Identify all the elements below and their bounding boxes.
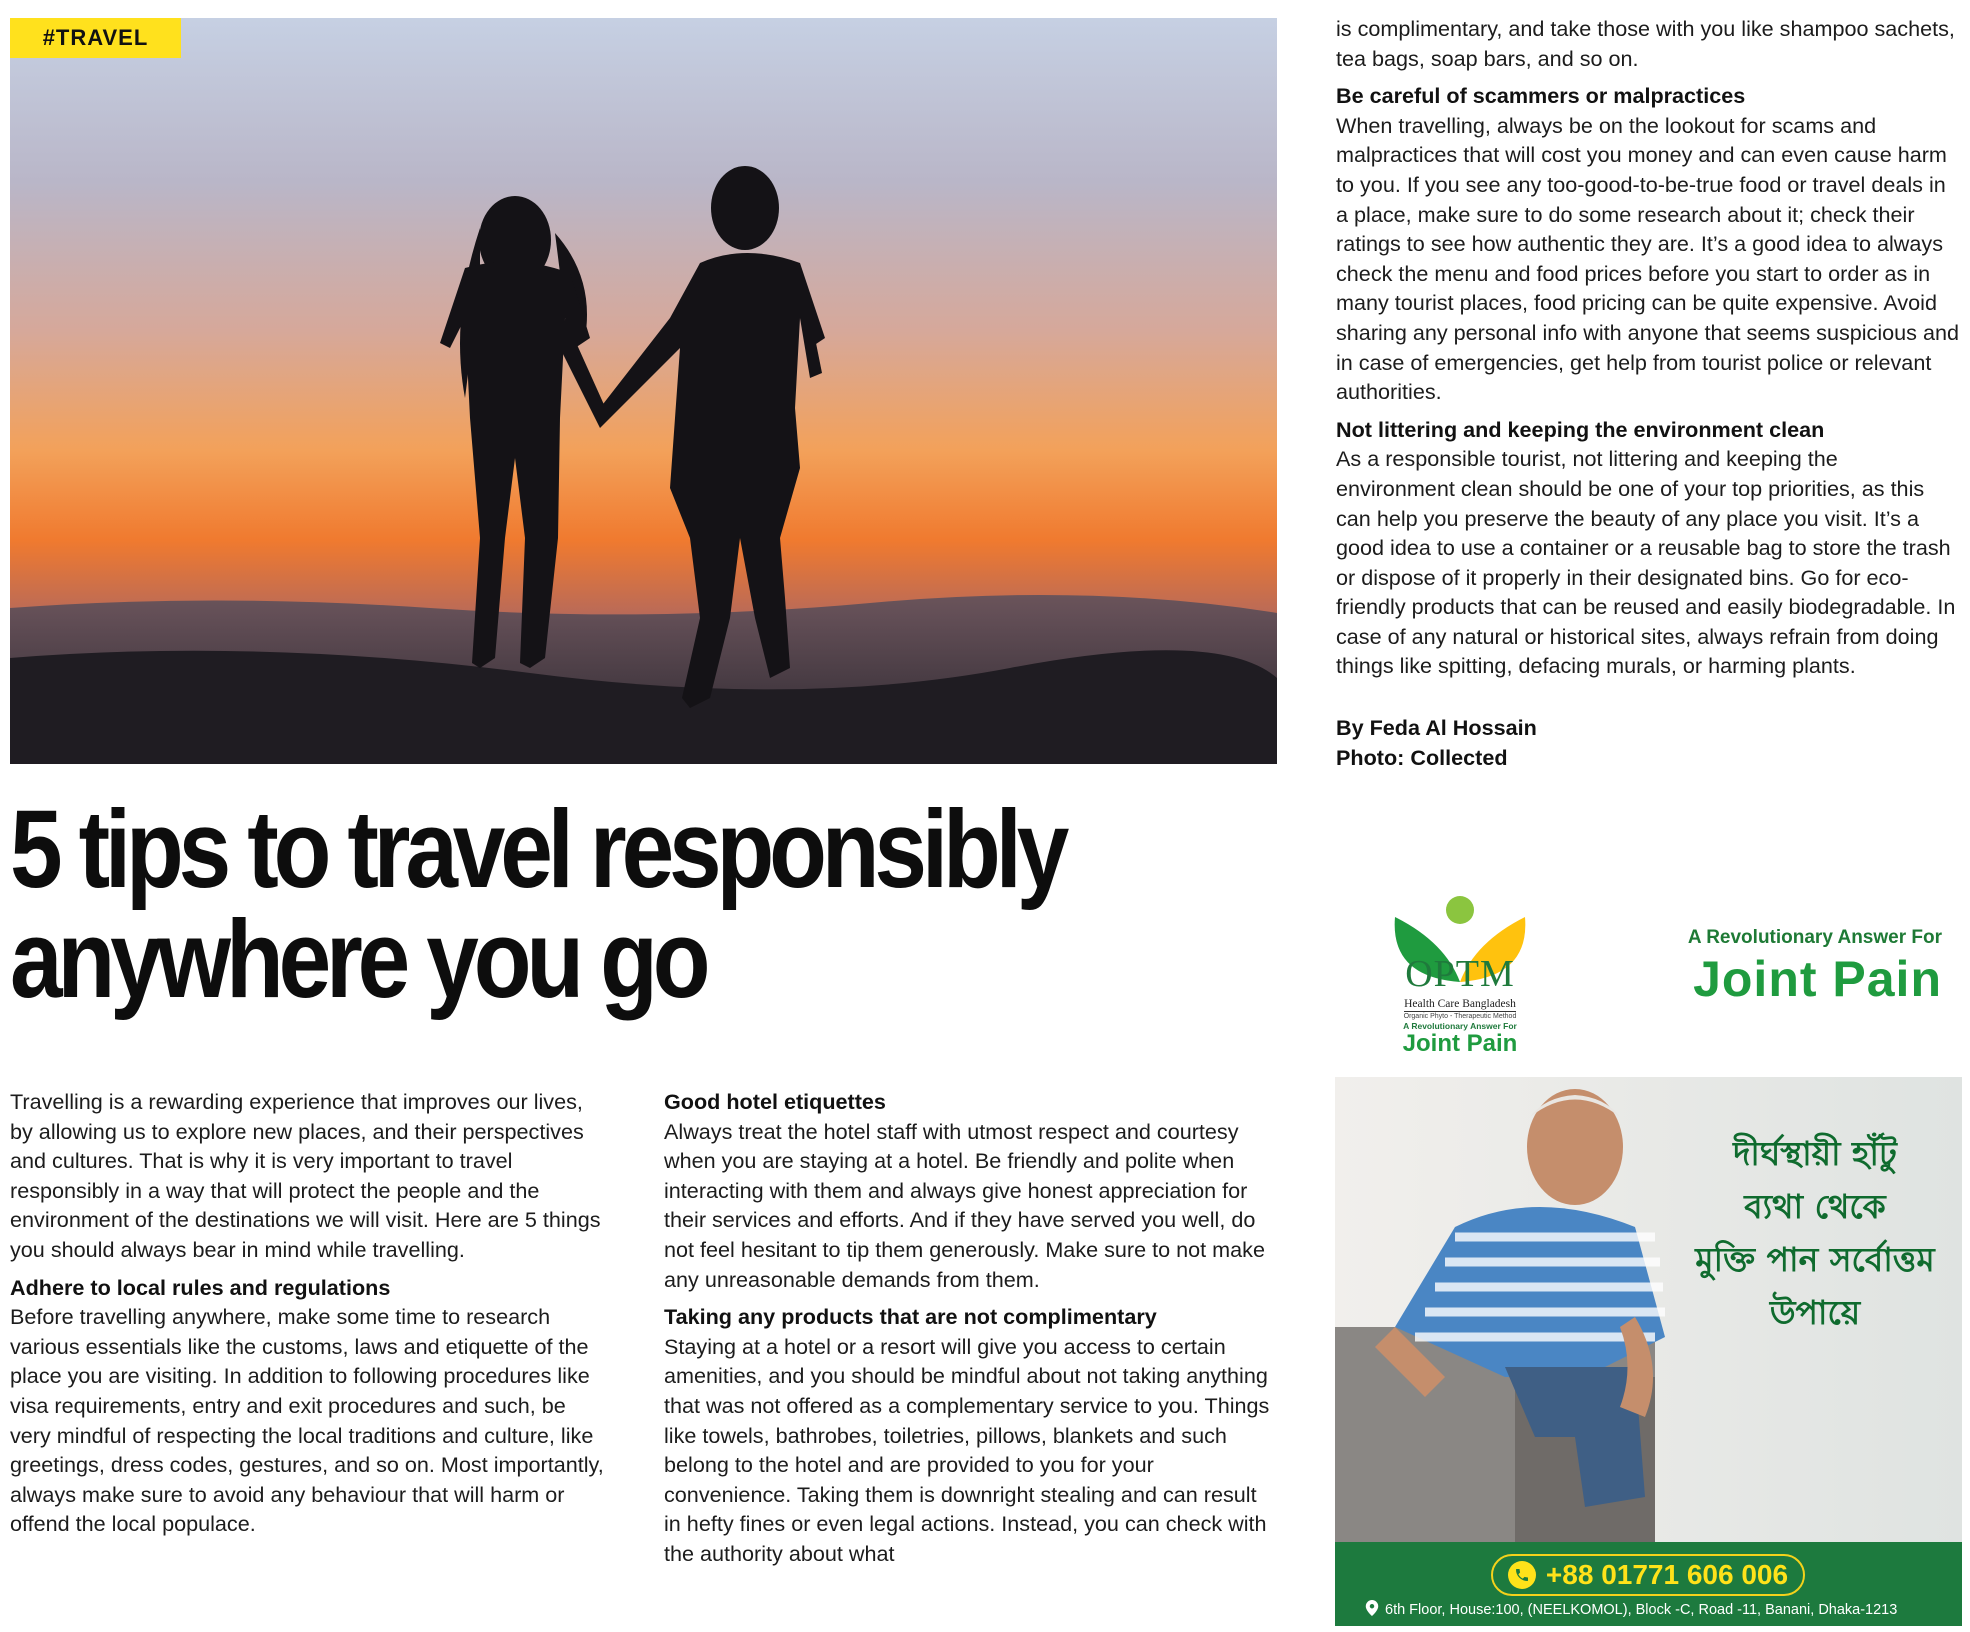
ad-contact-bar xyxy=(1335,1542,1962,1626)
tip-1-body: Before travelling anywhere, make some time to research various essentials like the customs, laws and etiquette of the place you are visiting. In addition to following procedures like visa requirements, entry and exit procedures and such, be very mindful of respecting the local traditions and culture, like greetings, dress codes, gestures, and so on. Most importantly, always make sure to avoid any behaviour that will harm or offend the local populace. xyxy=(10,1304,604,1537)
address-line xyxy=(1365,1600,1955,1620)
logo-joint-pain-text: Joint Pain xyxy=(1402,1030,1518,1057)
author-byline: By Feda Al Hossain xyxy=(1336,715,1537,740)
tip-3-body: Staying at a hotel or a resort will give you access to certain amenities, and you should be mindful about not taking anything that was not offered as a complementary service to you. Things like towels, bathrobes, toiletries, pillows, blankets and such belong to the hotel and are provided to you for your convenience. Taking them is downright stealing and can result in hefty fines or even legal actions. Instead, you can check with the authority about what xyxy=(664,1333,1270,1566)
tip-5-body: As a responsible tourist, not littering and keeping the environment clean should be one of your top priorities, as this can help you preserve the beauty of any place you visit. It’s a good idea to use a container or a reusable bag to store the trash or dispose of it properly in their designated bins. Go for eco-friendly products that can be reused and easily biodegradable. In case of any natural or historical sites, always refrain from doing things like spitting, defacing murals, or harming plants. xyxy=(1336,446,1956,679)
phone-number: +88 01771 606 006 xyxy=(1545,1559,1789,1590)
section-tag: #TRAVEL xyxy=(10,18,181,58)
tip-4-heading: Be careful of scammers or malpractices xyxy=(1336,83,1746,109)
phone-button[interactable] xyxy=(1491,1554,1805,1596)
intro-paragraph: Travelling is a rewarding experience that improves our lives, by allowing us to explore new places, and their perspectives and cultures. That is why it is very important to travel responsibly in a way that will protect the people and the environment of the destinations we will visit. Here are 5 things you should always bear in mind while travelling. xyxy=(10,1089,601,1262)
logo-revolutionary-text: A Revolutionary Answer For xyxy=(1403,1021,1517,1031)
sunset-silhouette-image xyxy=(10,18,1277,764)
phone-icon xyxy=(1508,1561,1536,1589)
location-pin-icon xyxy=(1365,1600,1379,1620)
bangla-line-4: উপায়ে xyxy=(1769,1293,1861,1332)
bangla-line-2: ব্যথা থেকে xyxy=(1744,1187,1886,1226)
brand-subtitle: Health Care Bangladesh xyxy=(1404,998,1516,1010)
tip-1-heading: Adhere to local rules and regulations xyxy=(10,1274,391,1300)
ad-bangla-message xyxy=(1675,1127,1955,1339)
tip-2-heading: Good hotel etiquettes xyxy=(664,1089,886,1114)
article-column-3 xyxy=(1336,14,1962,681)
tip-3-heading: Taking any products that are not complimentary xyxy=(664,1304,1157,1330)
optm-brand-block xyxy=(1360,954,1560,1057)
photo-credit: Photo: Collected xyxy=(1336,744,1508,770)
bangla-line-3: মুক্তি পান সর্বোত্তম xyxy=(1695,1240,1935,1279)
address-text: 6th Floor, House:100, (NEELKOMOL), Block -C, Road -11, Banani, Dhaka-1213 xyxy=(1385,1602,1898,1618)
tip-5-heading: Not littering and keeping the environment clean xyxy=(1336,416,1825,442)
article-column-1 xyxy=(10,1087,610,1539)
byline-block xyxy=(1336,713,1936,772)
tip-2-body: Always treat the hotel staff with utmost respect and courtesy when you are staying at a hotel. Be friendly and polite when interacting with them and always give honest appreciation for their services and efforts. And if they have served you well, do not feel hesitant to tip them generously. Make sure to not make any unreasonable demands from them. xyxy=(664,1118,1265,1292)
advertisement[interactable] xyxy=(1335,832,1962,1626)
brand-name: OPTM xyxy=(1405,953,1515,995)
headline xyxy=(10,788,1085,1021)
headline-line-1: 5 tips to travel responsibly xyxy=(10,788,1065,911)
ad-joint-pain-title: Joint Pain xyxy=(1693,951,1942,1007)
brand-tagline: Organic Phyto - Therapeutic Method xyxy=(1403,1013,1517,1020)
tip-3-continued: is complimentary, and take those with you like shampoo sachets, tea bags, soap bars, and so on. xyxy=(1336,16,1955,71)
article-column-2 xyxy=(664,1087,1274,1569)
ad-revolutionary-text: A Revolutionary Answer For xyxy=(1687,927,1942,948)
hero-photo xyxy=(10,18,1277,764)
bangla-line-1: দীর্ঘস্থায়ী হাঁটু xyxy=(1733,1134,1897,1173)
headline-line-2: anywhere you go xyxy=(10,898,706,1021)
tip-4-body: When travelling, always be on the lookout for scams and malpractices that will cost you money and can even cause harm to you. If you see any too-good-to-be-true food or travel deals in a place, make sure to do some research about it; check their ratings to see how authentic they are. It’s a good idea to always check the menu and food prices before you start to order as in many tourist places, food pricing can be quite expensive. Avoid sharing any personal info with anyone that seems suspicious and in case of emergencies, get help from tourist police or relevant authorities. xyxy=(1336,112,1959,405)
